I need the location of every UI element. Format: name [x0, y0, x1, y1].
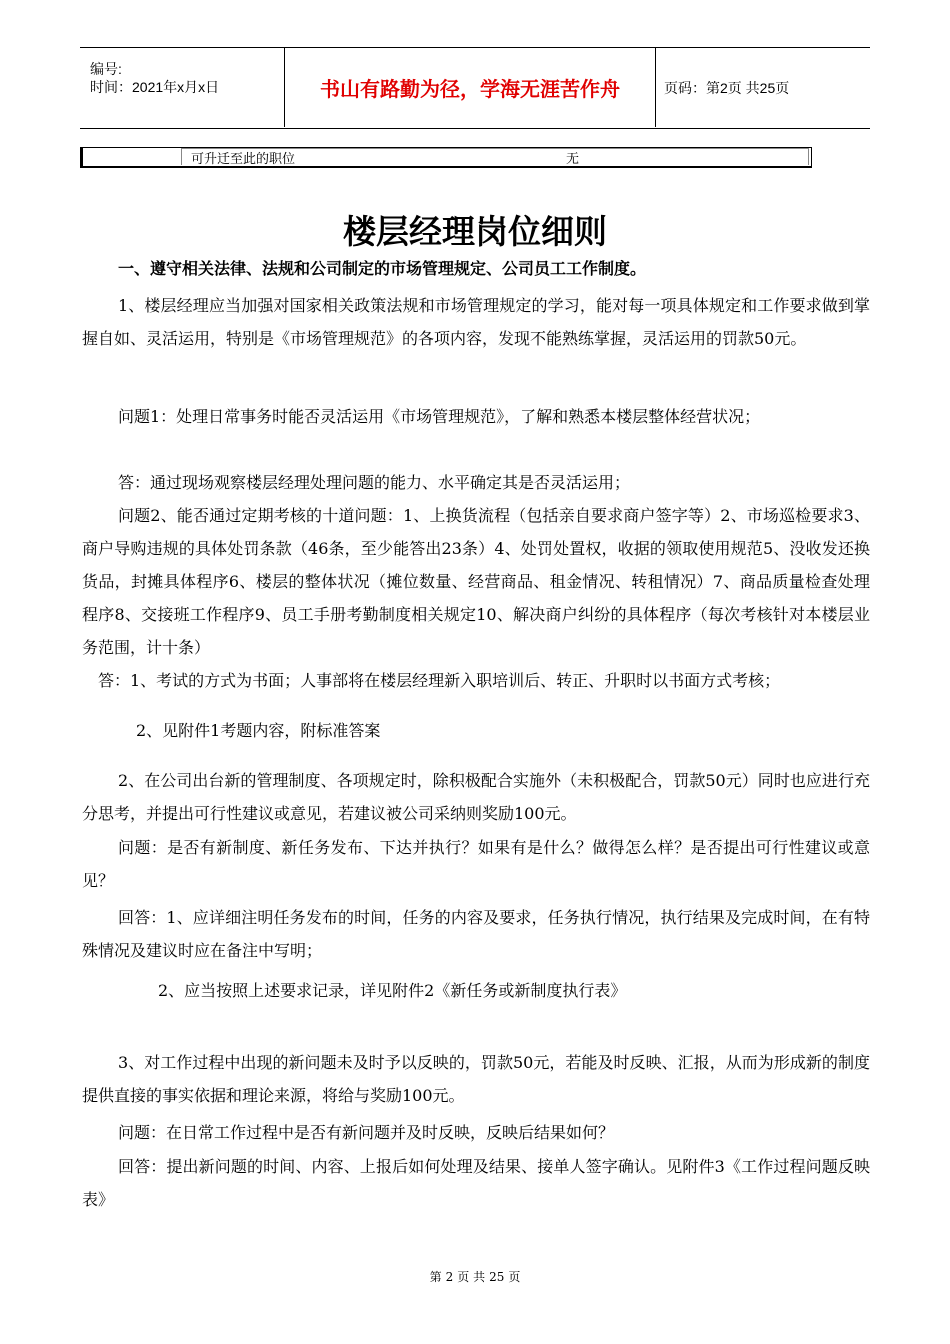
paragraph-rule-3: 3、对工作过程中出现的新问题未及时予以反映的，罚款50元，若能及时反映、汇报，从而为形成新的制度提供直接的事实依据和理论来源，将给与奖励100元。 [82, 1053, 870, 1105]
paragraph-rule-1: 1、楼层经理应当加强对国家相关政策法规和市场管理规定的学习，能对每一项具体规定和工作要求做到掌握自如、灵活运用，特别是《市场管理规范》的各项内容，发现不能熟练掌握，灵活运用的罚款50元。 [82, 296, 870, 348]
header-motto: 书山有路勤为径，学海无涯苦作舟 [284, 48, 656, 127]
paragraph-rule-2: 2、在公司出台新的管理制度、各项规定时，除积极配合实施外（未积极配合，罚款50元）同时也应进行充分思考，并提出可行性建议或意见，若建议被公司采纳则奖励100元。 [82, 771, 870, 823]
footer-mid: 页 共 [457, 1270, 486, 1284]
paragraph-question-3: 问题：是否有新制度、新任务发布、下达并执行？如果有是什么？做得怎么样？是否提出可行性建议或意见？ [82, 838, 870, 890]
promotion-value: 无 [566, 152, 580, 167]
paragraph-question-2: 问题2、能否通过定期考核的十道问题：1、上换货流程（包括亲自要求商户签字等）2、市场巡检要求3、商户导购违规的具体处罚条款（46条，至少能答出23条）4、处罚处置权，收据的领取使用规范5、没收发还换货品，封摊具体程序6、楼层的整体状况（摊位数量、经营商品、租金情况、转租情况）7、商品质量检查处理程序8、交接班工作程序9、员工手册考勤制度相关规定10、解决商户纠纷的具体程序（每次考核针对本楼层业务范围，计十条） [82, 506, 870, 657]
section-heading: 一、遵守相关法律、法规和公司制定的市场管理规定、公司员工工作制度。 [118, 259, 647, 278]
paragraph-answer-2-2: 2、见附件1考题内容，附标准答案 [136, 721, 381, 740]
footer-page-num: 2 [445, 1270, 454, 1284]
promotion-label: 可升迁至此的职位 [191, 152, 296, 167]
paragraph-answer-3-2: 2、应当按照上述要求记录，详见附件2《新任务或新制度执行表》 [158, 981, 627, 1000]
header-left [90, 60, 219, 96]
paragraph-answer-3-1: 回答：1、应详细注明任务发布的时间，任务的内容及要求，任务执行情况，执行结果及完成时间，在有特殊情况及建议时应在备注中写明； [82, 908, 870, 960]
paragraph-question-1: 问题1：处理日常事务时能否灵活运用《市场管理规范》，了解和熟悉本楼层整体经营状况； [118, 407, 761, 426]
paragraph-answer-1: 答：通过现场观察楼层经理处理问题的能力、水平确定其是否灵活运用； [118, 473, 631, 492]
paragraph-answer-4: 回答：提出新问题的时间、内容、上报后如何处理及结果、接单人签字确认。见附件3《工作过程问题反映表》 [82, 1157, 870, 1209]
page-footer [0, 1268, 950, 1285]
document-header [80, 47, 870, 129]
footer-page-total: 25 [489, 1270, 505, 1284]
paragraph-question-4: 问题：在日常工作过程中是否有新问题并及时反映，反映后结果如何？ [118, 1123, 615, 1142]
header-page-info: 页码：第2页 共25页 [664, 79, 790, 96]
document-title: 楼层经理岗位细则 [343, 212, 607, 251]
footer-prefix: 第 [429, 1270, 442, 1284]
paragraph-answer-2-1: 答：1、考试的方式为书面；人事部将在楼层经理新入职培训后、转正、升职时以书面方式考核； [98, 671, 781, 690]
number-label: 编号: [90, 61, 122, 77]
date-label: 时间：2021年x月x日 [90, 79, 220, 95]
position-table-row [80, 147, 812, 168]
footer-suffix: 页 [508, 1270, 521, 1284]
